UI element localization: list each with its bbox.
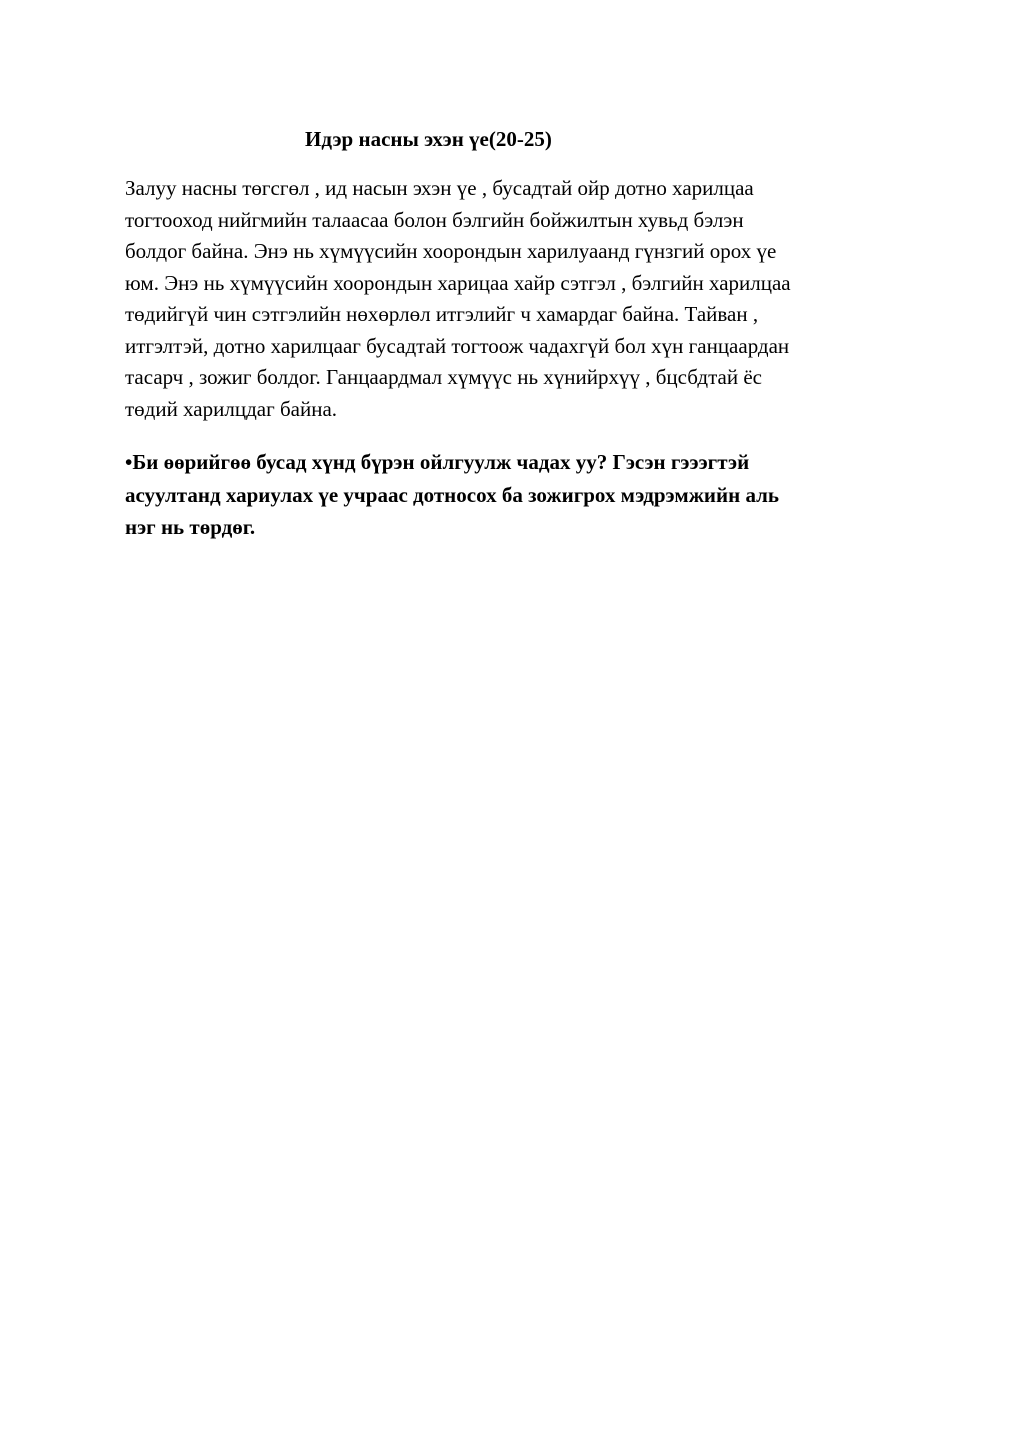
page-title: Идэр насны эхэн үе(20-25) — [305, 127, 552, 151]
paragraph-line: итгэлтэй, дотно харилцааг бусадтай тогтоож чадахгүй бол хүн ганцаардан — [125, 333, 790, 358]
paragraph-line: төдий харилцдаг байна. — [125, 396, 338, 421]
paragraph-line: төдийгүй чин сэтгэлийн нөхөрлөл итгэлийг ч хамардаг байна. Тайван , — [125, 302, 759, 326]
paragraph-line: юм. Энэ нь хүмүүсийн хоорондын харицаа хайр сэтгэл , бэлгийн харилцаа — [125, 270, 791, 295]
body-paragraph — [125, 173, 925, 425]
paragraph-line: тогтооход нийгмийн талаасаа болон бэлгийн бойжилтын хувьд бэлэн — [125, 207, 744, 232]
bullet-question-line — [125, 446, 925, 479]
paragraph-line: тасарч , зожиг болдог. Ганцаардмал хүмүүс нь хүнийрхүү , бцсбдтай ёс — [125, 365, 762, 389]
bullet-question — [125, 446, 925, 544]
bullet-question-line: нэг нь төрдөг. — [125, 515, 256, 539]
bullet-question-text: Би өөрийгөө бусад хүнд бүрэн ойлгуулж чадах уу? Гэсэн гэээгтэй — [132, 450, 750, 474]
paragraph-line: болдог байна. Энэ нь хүмүүсийн хоорондын харилуаанд гүнзгий орох үе — [125, 239, 777, 263]
paragraph-line: Залуу насны төгсгөл , ид насын эхэн үе , бусадтай ойр дотно харилцаа — [125, 176, 754, 200]
bullet-question-line: асуултанд хариулах үе учраас дотносох ба зожигрох мэдрэмжийн аль — [125, 482, 780, 507]
bullet-icon: • — [125, 450, 133, 474]
